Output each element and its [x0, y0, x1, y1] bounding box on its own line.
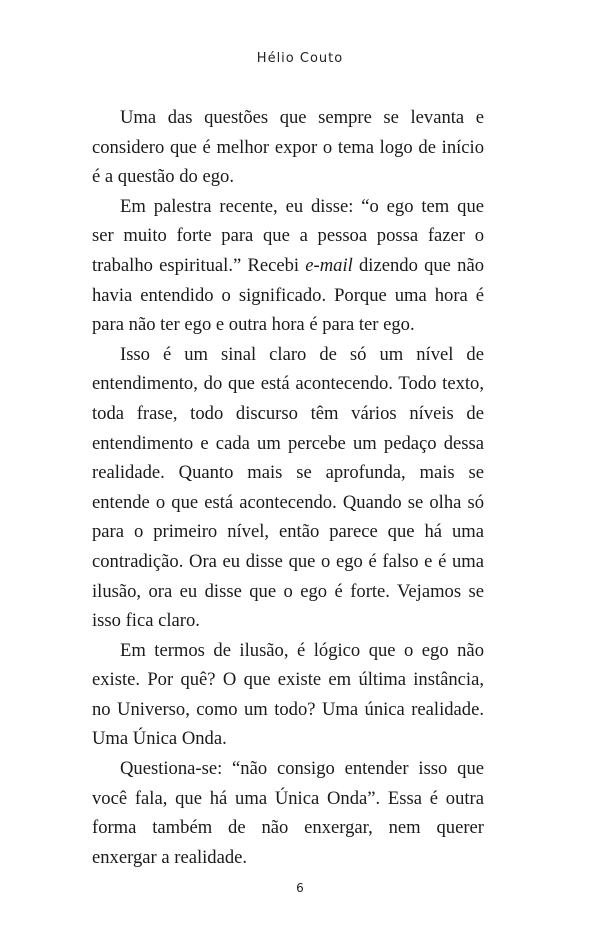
paragraph-4: Em termos de ilusão, é lógico que o ego não existe. Por quê? O que existe em última instância, no Universo, como um todo? Uma única realidade. Uma Única Onda. — [92, 639, 484, 750]
paragraph-5: Questiona-se: “não consigo entender isso que você fala, que há uma Única Onda”. Essa é outra forma também de não enxergar, nem querer enxergar a realidade. — [92, 758, 484, 868]
running-header-author: Hélio Couto — [256, 51, 344, 66]
paragraph-2-part-2: dizendo que não havia entendido o significado. Porque uma hora é para não ter ego e outra hora é para ter ego. — [92, 254, 484, 336]
paragraph-2-emphasis: e-mail — [305, 254, 353, 276]
paragraph-2-part-1: Em palestra recente, eu disse: “o ego tem que ser muito forte para que a pessoa possa fazer o trabalho espiritual.” Recebi — [92, 195, 484, 276]
paragraph-3: Isso é um sinal claro de só um nível de entendimento, do que está acontecendo. Todo texto, toda frase, todo discurso têm vários níveis de entendimento e cada um percebe um pedaço dessa realidade. Quanto mais se aprofunda, mais se entende o que está acontecendo. Quando se olha só para o primeiro nível, então parece que há uma contradição. Ora eu disse que o ego é falso e é uma ilusão, ora eu disse que o ego é forte. Vejamos se isso fica claro. — [92, 343, 484, 632]
paragraph-1: Uma das questões que sempre se levanta e considero que é melhor expor o tema logo de início é a questão do ego. — [92, 107, 484, 188]
paragraph-2 — [92, 192, 484, 340]
page-number: 6 — [296, 881, 304, 895]
body-text — [92, 103, 484, 872]
